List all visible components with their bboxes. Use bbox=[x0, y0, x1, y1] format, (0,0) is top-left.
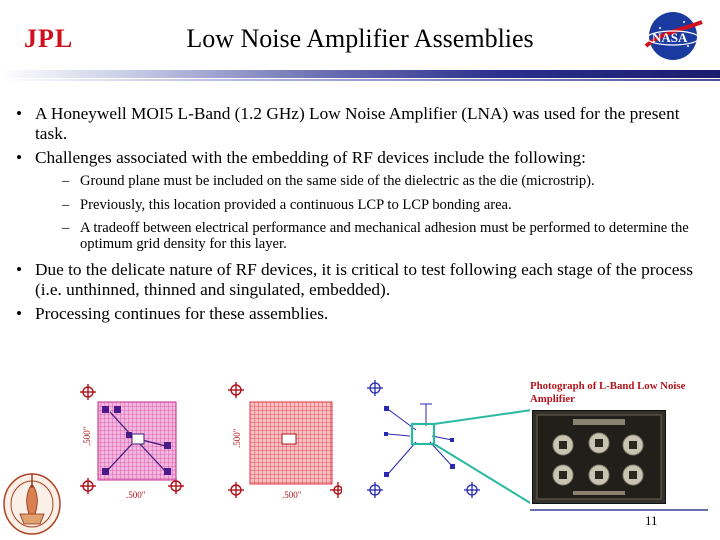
dash-icon: – bbox=[62, 220, 70, 236]
bullet-icon: • bbox=[16, 104, 23, 123]
sub-bullet-text: A tradeoff between electrical performance and mechanical adhesion must be performed to determine the optimum grid density for this layer. bbox=[80, 220, 689, 252]
nasa-logo bbox=[640, 8, 706, 64]
bullet-icon: • bbox=[16, 148, 23, 167]
jpl-logo bbox=[22, 24, 94, 52]
university-seal-logo bbox=[2, 466, 62, 536]
dimension-horizontal: .500" bbox=[126, 490, 146, 500]
bullet-item bbox=[14, 148, 714, 168]
jpl-logo-text: JPL bbox=[24, 24, 74, 52]
sub-bullet-item bbox=[14, 196, 714, 214]
photo-caption: Photograph of L-Band Low Noise Amplifier bbox=[530, 380, 686, 405]
bullet-list bbox=[14, 104, 714, 328]
sub-bullet-item bbox=[14, 172, 714, 190]
page-number-divider bbox=[530, 509, 708, 511]
bullet-text: A Honeywell MOI5 L-Band (1.2 GHz) Low Noise Amplifier (LNA) was used for the present task. bbox=[35, 104, 680, 143]
bullet-item bbox=[14, 304, 714, 324]
page-title: Low Noise Amplifier Assemblies bbox=[186, 24, 534, 53]
highlight-box bbox=[412, 424, 434, 444]
bullet-text: Due to the delicate nature of RF devices, it is critical to test following each stage of the process (i.e. unthinned, thinned and singulated, embedded). bbox=[35, 260, 693, 299]
die-cavity bbox=[132, 434, 144, 444]
registration-marks bbox=[367, 380, 480, 498]
circuit-diagram-right bbox=[360, 380, 530, 504]
die-cavity bbox=[282, 434, 296, 444]
bullet-item bbox=[14, 104, 714, 144]
sub-bullet-item bbox=[14, 220, 714, 252]
dimension-vertical: .500" bbox=[82, 426, 92, 446]
dash-icon: – bbox=[62, 197, 70, 213]
lna-photograph bbox=[532, 410, 666, 504]
sub-bullet-list bbox=[14, 172, 714, 252]
page-number: 11 bbox=[645, 513, 658, 528]
connector-line-bottom bbox=[434, 444, 530, 504]
bullet-text: Processing continues for these assemblies. bbox=[35, 304, 329, 323]
bullet-icon: • bbox=[16, 260, 23, 279]
bullet-item bbox=[14, 260, 714, 300]
layout-diagram-left bbox=[76, 382, 186, 502]
traces bbox=[388, 404, 452, 474]
title-divider-thin bbox=[0, 79, 720, 81]
connector-line-top bbox=[434, 410, 530, 424]
layout-diagram-middle bbox=[222, 382, 342, 502]
nasa-logo-text: NASA bbox=[652, 30, 688, 45]
dash-icon: – bbox=[62, 173, 70, 189]
bullet-text: Challenges associated with the embedding of RF devices include the following: bbox=[35, 148, 586, 167]
dimension-horizontal: .500" bbox=[282, 490, 302, 500]
sub-bullet-text: Ground plane must be included on the same side of the dielectric as the die (microstrip). bbox=[80, 173, 595, 189]
bullet-icon: • bbox=[16, 304, 23, 323]
title-divider bbox=[0, 70, 720, 78]
sub-bullet-text: Previously, this location provided a continuous LCP to LCP bonding area. bbox=[80, 197, 512, 213]
dimension-vertical: .500" bbox=[232, 428, 242, 448]
